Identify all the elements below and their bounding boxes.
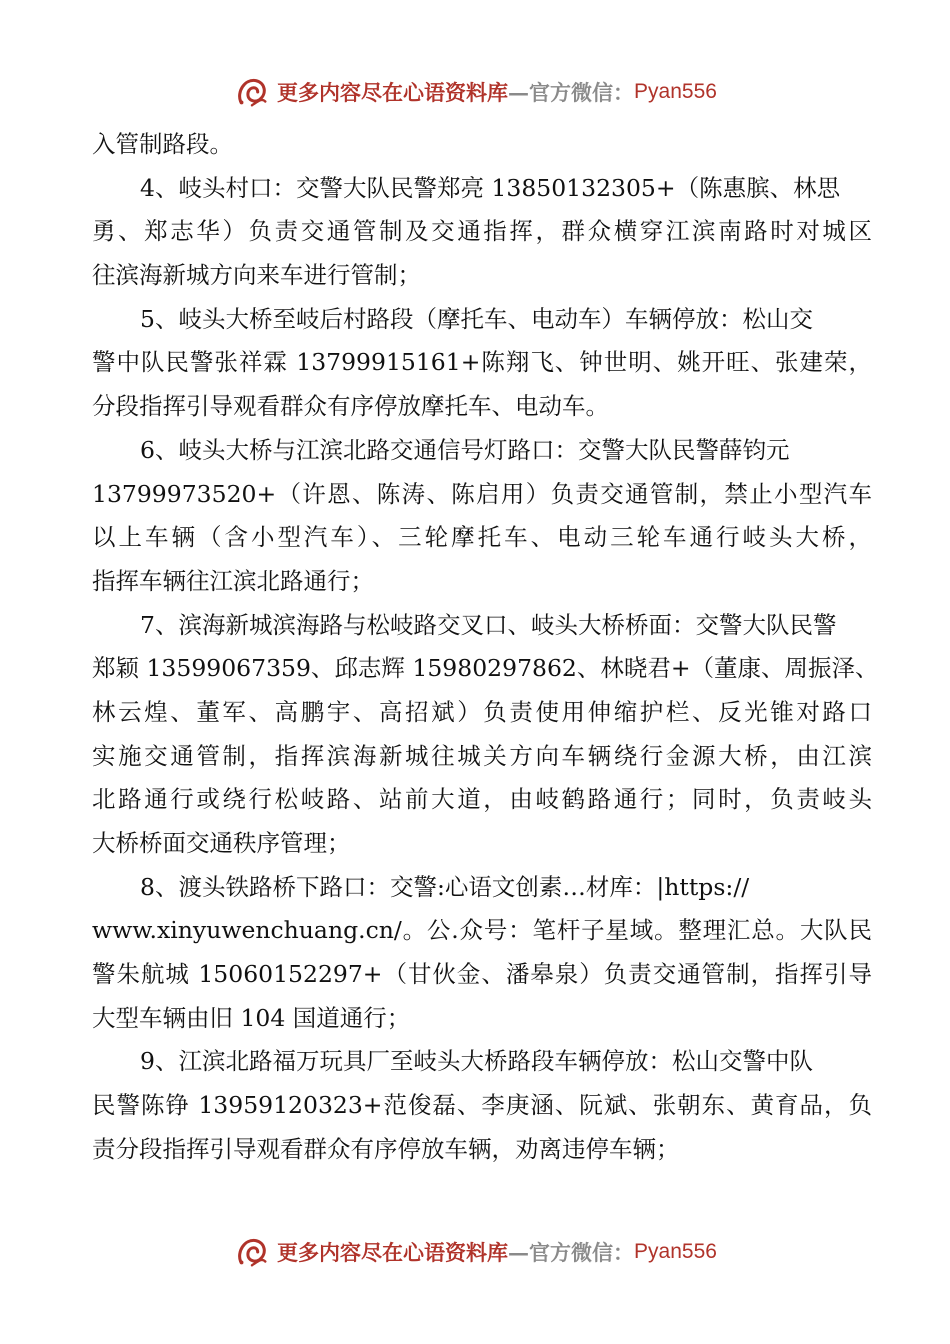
- text-line: 警中队民警张祥霖 13799915161+陈翔飞、钟世明、姚开旺、张建荣，: [92, 348, 872, 377]
- swirl-logo-icon: [233, 1233, 271, 1271]
- text-line: 6、岐头大桥与江滨北路交通信号灯路口：交警大队民警薛钧元: [140, 435, 790, 464]
- banner-title: 更多内容尽在心语资料库: [277, 1240, 509, 1265]
- banner-wechat: Pyan556: [634, 80, 717, 103]
- text-line: 大型车辆由旧 104 国道通行；: [92, 1003, 411, 1032]
- text-line: 责分段指挥引导观看群众有序停放车辆，劝离违停车辆；: [92, 1134, 680, 1163]
- banner-dash: —官方微信：: [508, 80, 635, 105]
- text-line: 13799973520+（许恩、陈涛、陈启用）负责交通管制，禁止小型汽车: [92, 479, 872, 508]
- text-line: 以上车辆（含小型汽车）、三轮摩托车、电动三轮车通行岐头大桥，: [92, 523, 872, 552]
- text-line: 指挥车辆往江滨北路通行；: [92, 566, 374, 595]
- swirl-logo-icon: [233, 73, 271, 111]
- text-line: 往滨海新城方向来车进行管制；: [92, 261, 421, 290]
- text-line: 民警陈铮 13959120323+范俊磊、李庚涵、阮斌、张朝东、黄育品，负: [92, 1091, 872, 1120]
- text-line: 勇、郑志华）负责交通管制及交通指挥，群众横穿江滨南路时对城区: [92, 217, 872, 246]
- document-body: [92, 123, 879, 1172]
- text-line: 分段指挥引导观看群众有序停放摩托车、电动车。: [92, 392, 609, 421]
- header-banner: [0, 70, 950, 114]
- text-line: 4、岐头村口：交警大队民警郑亮 13850132305+（陈惠膑、林思: [140, 173, 841, 202]
- text-line: 实施交通管制，指挥滨海新城往城关方向车辆绕行金源大桥，由江滨: [92, 741, 872, 770]
- text-line: 9、江滨北路福万玩具厂至岐头大桥路段车辆停放：松山交警中队: [140, 1047, 813, 1076]
- text-line: 北路通行或绕行松岐路、站前大道，由岐鹤路通行；同时，负责岐头: [92, 785, 872, 814]
- text-line: 5、岐头大桥至岐后村路段（摩托车、电动车）车辆停放：松山交: [140, 304, 813, 333]
- banner-dash: —官方微信：: [508, 1240, 635, 1265]
- text-line: 入管制路段。: [92, 130, 233, 158]
- text-line: 林云煌、董军、高鹏宇、高招斌）负责使用伸缩护栏、反光锥对路口: [92, 697, 872, 726]
- text-line: 郑颖 13599067359、邱志辉 15980297862、林晓君+（董康、周振泽、: [92, 654, 879, 683]
- footer-banner: [0, 1230, 950, 1274]
- text-line: 警朱航城 15060152297+（甘伙金、潘皋泉）负责交通管制，指挥引导: [92, 960, 872, 989]
- text-line: www.xinyuwenchuang.cn/。公.众号：笔杆子星域。整理汇总。大队民: [92, 916, 872, 945]
- banner-wechat: Pyan556: [634, 1240, 717, 1263]
- text-line: 7、滨海新城滨海路与松岐路交叉口、岐头大桥桥面：交警大队民警: [140, 610, 837, 639]
- text-line: 大桥桥面交通秩序管理；: [92, 829, 351, 857]
- text-line: 8、渡头铁路桥下路口：交警:心语文创素…材库：|https://: [140, 872, 750, 901]
- banner-title: 更多内容尽在心语资料库: [277, 80, 509, 105]
